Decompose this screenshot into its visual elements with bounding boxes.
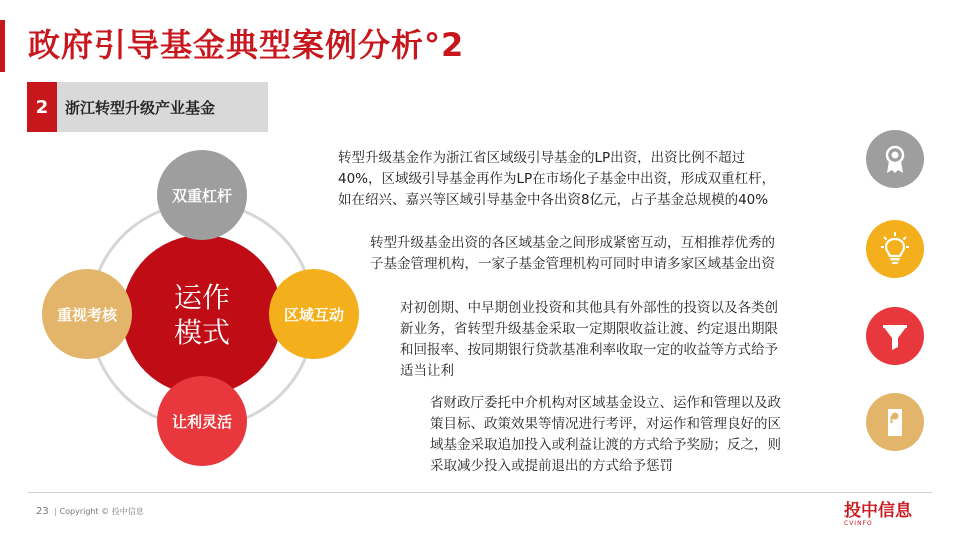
node-left-label: 重视考核 — [56, 305, 117, 324]
logo-main-text: 投中信息 — [844, 501, 912, 521]
paragraph-2 — [370, 233, 775, 275]
paragraph-4 — [430, 393, 781, 477]
paragraph-1-line: 40%，区域级引导基金再作为LP在市场化子基金中出资，形成双重杠杆， — [338, 171, 776, 187]
paragraph-3-line: 适当让利 — [400, 363, 454, 379]
footer-divider — [28, 492, 932, 493]
paragraph-3-line: 和回报率、按同期银行贷款基准利率收取一定的收益等方式给予 — [400, 342, 778, 358]
funnel-icon — [866, 307, 924, 365]
page-number: 23 — [36, 506, 49, 517]
center-label-line1: 运作 — [173, 281, 230, 314]
paragraph-4-line: 策目标、政策效果等情况进行考评，对运作和管理良好的区 — [430, 416, 781, 432]
paragraph-2-line: 转型升级基金出资的各区域基金之间形成紧密互动，互相推荐优秀的 — [370, 235, 775, 251]
paragraph-4-line: 域基金采取追加投入或利益让渡的方式给予奖励；反之，则 — [430, 437, 781, 453]
node-bottom — [157, 376, 247, 466]
paragraph-4-line: 采取减少投入或提前退出的方式给予惩罚 — [430, 458, 673, 474]
node-bottom-label: 让利灵活 — [171, 412, 232, 431]
paragraph-3 — [400, 298, 778, 382]
footer — [36, 506, 144, 517]
paragraph-3-line: 新业务，省转型升级基金采取一定期限收益让渡、约定退出期限 — [400, 321, 778, 337]
brand-logo — [844, 502, 924, 532]
paragraph-4-line: 省财政厅委托中介机构对区域基金设立、运作和管理以及政 — [430, 395, 781, 411]
center-label-line2: 模式 — [173, 316, 230, 349]
paragraph-2-line: 子基金管理机构，一家子基金管理机构可同时申请多家区域基金出资 — [370, 256, 775, 272]
paragraph-3-line: 对初创期、中早期创业投资和其他具有外部性的投资以及各类创 — [400, 300, 778, 316]
node-left — [42, 269, 132, 359]
title-accent-bar — [0, 20, 5, 72]
footer-separator: | — [54, 507, 57, 516]
paragraph-1 — [338, 148, 775, 211]
paragraph-1-line: 转型升级基金作为浙江省区域级引导基金的LP出资，出资比例不超过 — [338, 150, 746, 166]
center-circle — [122, 235, 282, 395]
operation-mode-diagram — [40, 150, 370, 480]
door-hanger-icon — [866, 393, 924, 451]
section-header — [27, 82, 268, 132]
logo-sub-text: CVINFO — [844, 520, 873, 527]
copyright-text: Copyright © 投中信息 — [59, 507, 144, 516]
node-right-label: 区域互动 — [283, 305, 344, 324]
paragraph-1-line: 如在绍兴、嘉兴等区域引导基金中各出资8亿元，占子基金总规模的40% — [338, 192, 769, 208]
page-title: 政府引导基金典型案例分析°2 — [28, 26, 465, 64]
lightbulb-icon — [866, 220, 924, 278]
award-ribbon-icon — [866, 130, 924, 188]
section-number: 2 — [27, 82, 57, 132]
node-top — [157, 150, 247, 240]
node-top-label: 双重杠杆 — [171, 186, 232, 205]
section-label: 浙江转型升级产业基金 — [65, 98, 216, 117]
node-right — [269, 269, 359, 359]
